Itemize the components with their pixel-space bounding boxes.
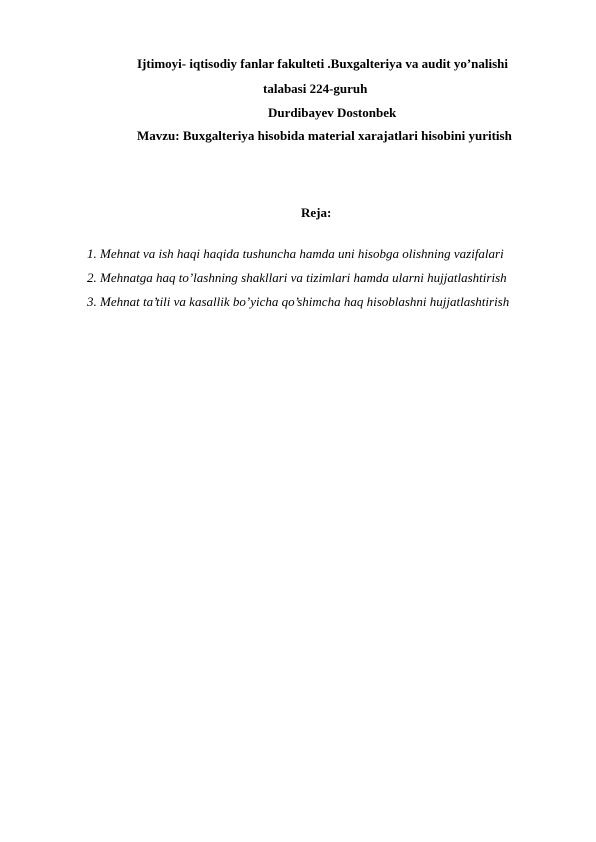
topic-title: Mavzu: Buxgalteriya hisobida material xarajatlari hisobini yuritish (137, 128, 512, 143)
plan-item: 1. Mehnat va ish haqi haqida tushuncha hamda uni hisobga olishning vazifalari (87, 246, 504, 261)
plan-list (87, 246, 509, 318)
author-name: Durdibayev Dostonbek (268, 105, 397, 120)
faculty-line: Ijtimoyi- iqtisodiy fanlar fakulteti .Buxgalteriya va audit yo’nalishi (137, 56, 509, 71)
group-line: talabasi 224-guruh (263, 81, 368, 96)
plan-heading: Reja: (301, 205, 332, 220)
plan-item: 3. Mehnat ta’tili va kasallik bo’yicha qo’shimcha haq hisoblashni hujjatlashtirish (87, 294, 510, 309)
plan-item: 2. Mehnatga haq to’lashning shakllari va tizimlari hamda ularni hujjatlashtirish (87, 270, 507, 285)
